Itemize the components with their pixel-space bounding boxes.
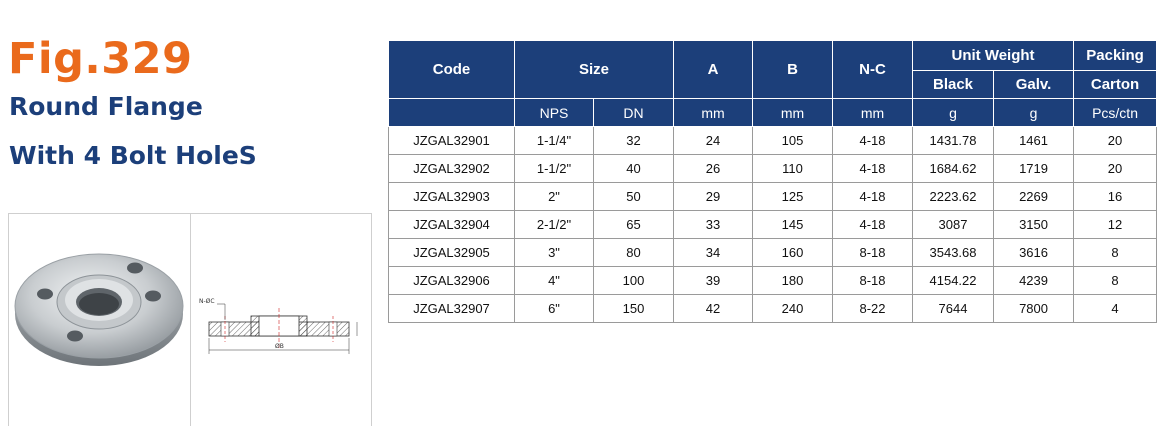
cell-nc: 4-18 <box>833 211 913 239</box>
holes-label: N-ØC <box>199 298 215 305</box>
cell-b: 105 <box>753 127 833 155</box>
header-black: Black <box>913 71 994 99</box>
table-row <box>389 127 1157 155</box>
cell-black: 3543.68 <box>913 239 994 267</box>
cell-carton: 8 <box>1074 267 1157 295</box>
header-size: Size <box>515 41 674 99</box>
cell-a: 42 <box>674 295 753 323</box>
cell-galv: 1461 <box>994 127 1074 155</box>
cell-b: 125 <box>753 183 833 211</box>
cell-nps: 2" <box>515 183 594 211</box>
cell-nc: 8-18 <box>833 239 913 267</box>
cell-carton: 8 <box>1074 239 1157 267</box>
cell-carton: 20 <box>1074 155 1157 183</box>
cell-nc: 8-22 <box>833 295 913 323</box>
cell-galv: 3150 <box>994 211 1074 239</box>
cell-nps: 6" <box>515 295 594 323</box>
product-title-line-2: With 4 Bolt HoleS <box>9 141 257 170</box>
cell-nps: 1-1/2" <box>515 155 594 183</box>
cell-b: 180 <box>753 267 833 295</box>
cell-nc: 8-18 <box>833 267 913 295</box>
units-galv: g <box>994 99 1074 127</box>
cell-code: JZGAL32904 <box>389 211 515 239</box>
units-a: mm <box>674 99 753 127</box>
product-title-line-1: Round Flange <box>9 92 203 121</box>
cell-a: 24 <box>674 127 753 155</box>
units-b: mm <box>753 99 833 127</box>
cell-nc: 4-18 <box>833 155 913 183</box>
units-nps: NPS <box>515 99 594 127</box>
header-b: B <box>753 41 833 99</box>
panel-divider <box>190 214 191 426</box>
product-image-panel <box>8 213 372 426</box>
units-code <box>389 99 515 127</box>
table-row <box>389 211 1157 239</box>
cell-code: JZGAL32903 <box>389 183 515 211</box>
units-nc: mm <box>833 99 913 127</box>
cell-dn: 150 <box>594 295 674 323</box>
table-row <box>389 267 1157 295</box>
flange-technical-drawing <box>197 286 369 366</box>
cell-galv: 4239 <box>994 267 1074 295</box>
cell-galv: 3616 <box>994 239 1074 267</box>
cell-galv: 7800 <box>994 295 1074 323</box>
cell-dn: 32 <box>594 127 674 155</box>
cell-dn: 80 <box>594 239 674 267</box>
cell-a: 33 <box>674 211 753 239</box>
cell-carton: 16 <box>1074 183 1157 211</box>
diameter-label: ØB <box>275 343 284 350</box>
cell-nc: 4-18 <box>833 127 913 155</box>
figure-number: Fig.329 <box>8 34 193 84</box>
cell-black: 2223.62 <box>913 183 994 211</box>
units-black: g <box>913 99 994 127</box>
cell-nps: 1-1/4" <box>515 127 594 155</box>
cell-dn: 65 <box>594 211 674 239</box>
cell-nps: 4" <box>515 267 594 295</box>
header-packing: Packing <box>1074 41 1157 71</box>
table-row <box>389 155 1157 183</box>
cell-carton: 4 <box>1074 295 1157 323</box>
cell-a: 26 <box>674 155 753 183</box>
cell-carton: 20 <box>1074 127 1157 155</box>
header-a: A <box>674 41 753 99</box>
cell-b: 110 <box>753 155 833 183</box>
cell-galv: 2269 <box>994 183 1074 211</box>
cell-black: 3087 <box>913 211 994 239</box>
cell-a: 29 <box>674 183 753 211</box>
cell-code: JZGAL32906 <box>389 267 515 295</box>
cell-b: 145 <box>753 211 833 239</box>
cell-b: 240 <box>753 295 833 323</box>
cell-black: 7644 <box>913 295 994 323</box>
cell-code: JZGAL32907 <box>389 295 515 323</box>
cell-dn: 40 <box>594 155 674 183</box>
header-unit-weight: Unit Weight <box>913 41 1074 71</box>
cell-black: 4154.22 <box>913 267 994 295</box>
cell-nc: 4-18 <box>833 183 913 211</box>
header-galv: Galv. <box>994 71 1074 99</box>
cell-code: JZGAL32901 <box>389 127 515 155</box>
table-row <box>389 295 1157 323</box>
header-nc: N-C <box>833 41 913 99</box>
cell-dn: 100 <box>594 267 674 295</box>
cell-galv: 1719 <box>994 155 1074 183</box>
cell-a: 34 <box>674 239 753 267</box>
cell-black: 1431.78 <box>913 127 994 155</box>
cell-nps: 2-1/2" <box>515 211 594 239</box>
header-carton: Carton <box>1074 71 1157 99</box>
cell-code: JZGAL32902 <box>389 155 515 183</box>
units-carton: Pcs/ctn <box>1074 99 1157 127</box>
table-row <box>389 183 1157 211</box>
cell-carton: 12 <box>1074 211 1157 239</box>
cell-a: 39 <box>674 267 753 295</box>
table-row <box>389 239 1157 267</box>
flange-photo <box>11 224 189 374</box>
cell-code: JZGAL32905 <box>389 239 515 267</box>
cell-nps: 3" <box>515 239 594 267</box>
header-code: Code <box>389 41 515 99</box>
cell-black: 1684.62 <box>913 155 994 183</box>
units-dn: DN <box>594 99 674 127</box>
cell-dn: 50 <box>594 183 674 211</box>
spec-table <box>388 40 1157 323</box>
cell-b: 160 <box>753 239 833 267</box>
